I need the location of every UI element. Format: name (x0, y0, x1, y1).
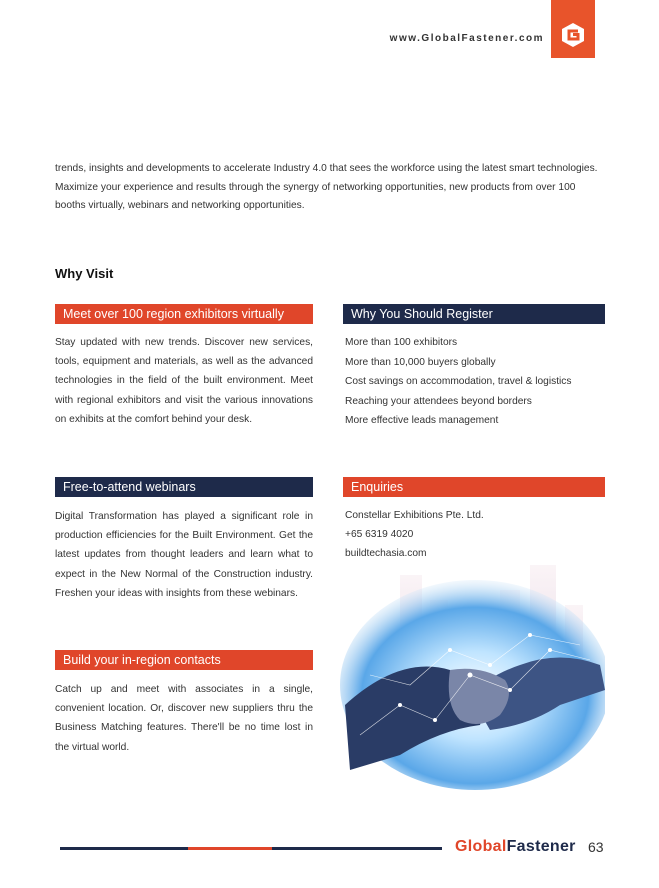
header-url: www.GlobalFastener.com (389, 33, 544, 44)
brand-logo (551, 0, 595, 58)
enquiries-phone: +65 6319 4020 (345, 529, 414, 541)
contacts-text: Catch up and meet with associates in a single, convenient location. Or, discover new suppliers thru the Business Matching features. There'll be no time lost in the virtual world. (55, 684, 313, 753)
intro-paragraph-2: Maximize your experience and results through the synergy of networking opportunities, new products from over 100 booths virtually, webinars and networking opportunities. (55, 182, 576, 211)
footer-brand (455, 838, 576, 856)
list-item: More effective leads management (345, 415, 499, 427)
intro-text (55, 160, 605, 216)
intro-paragraph-1: trends, insights and developments to accelerate Industry 4.0 that sees the workforce using the latest smart technologies. (55, 163, 598, 174)
list-item: Reaching your attendees beyond borders (345, 395, 532, 407)
enquiries-title: Enquiries (343, 477, 605, 497)
handshake-image (340, 555, 605, 795)
contacts-title: Build your in-region contacts (55, 650, 313, 670)
register-benefits-list (345, 333, 605, 431)
meet-exhibitors-text: Stay updated with new trends. Discover new services, tools, equipment and materials, as well as the advanced technologies in the field of the built environment. Meet with regional exhibitors and visit the various innovations on exhibits at the comfort behind your desk. (55, 337, 313, 425)
webinars-text: Digital Transformation has played a significant role in production efficiencies for the Built Environment. Get the latest updates from thought leaders and learn what to expect in the New Normal of the Construction industry. Freshen your ideas with insights from these webinars. (55, 511, 313, 599)
globalfastener-g-logo-icon (560, 22, 586, 48)
enquiries-website[interactable]: buildtechasia.com (345, 548, 427, 560)
footer-brand-fastener: Fastener (506, 838, 576, 855)
meet-exhibitors-title: Meet over 100 region exhibitors virtually (55, 304, 313, 324)
why-visit-heading: Why Visit (55, 266, 114, 281)
footer-brand-global: Global (455, 838, 507, 855)
footer-divider-accent (188, 847, 272, 850)
list-item: Cost savings on accommodation, travel & logistics (345, 376, 572, 388)
enquiries-company: Constellar Exhibitions Pte. Ltd. (345, 510, 484, 521)
list-item: More than 10,000 buyers globally (345, 356, 496, 368)
list-item: More than 100 exhibitors (345, 337, 458, 348)
page-number: 63 (588, 839, 604, 855)
why-register-title: Why You Should Register (343, 304, 605, 324)
webinars-title: Free-to-attend webinars (55, 477, 313, 497)
